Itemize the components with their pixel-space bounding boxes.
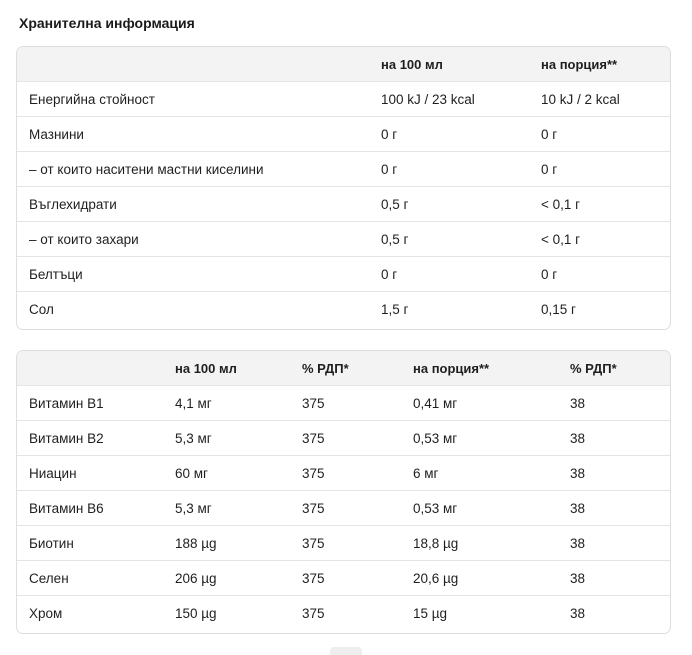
table-row bbox=[17, 221, 670, 256]
table-row bbox=[17, 256, 670, 291]
row-label: Въглехидрати bbox=[29, 196, 117, 212]
table-row bbox=[17, 151, 670, 186]
table-cell: 10 kJ / 2 kcal bbox=[541, 91, 620, 107]
column-header: % РДП* bbox=[570, 360, 617, 376]
table-cell: 375 bbox=[302, 500, 325, 516]
vitamins-table bbox=[16, 350, 671, 634]
table-cell: 0,15 г bbox=[541, 301, 576, 317]
table-row bbox=[17, 455, 670, 490]
table-row bbox=[17, 490, 670, 525]
row-label: – от които захари bbox=[29, 231, 139, 247]
column-header: на порция** bbox=[541, 56, 618, 72]
row-label: – от които наситени мастни киселини bbox=[29, 161, 264, 177]
table-cell: 38 bbox=[570, 465, 586, 481]
column-header: на порция** bbox=[413, 360, 490, 376]
table-cell: 0,41 мг bbox=[413, 395, 458, 411]
table-cell: 18,8 µg bbox=[413, 535, 459, 551]
table-cell: 1,5 г bbox=[381, 301, 409, 317]
section-title: Хранителна информация bbox=[19, 15, 195, 31]
table-cell: 0 г bbox=[381, 126, 398, 142]
table-cell: 375 bbox=[302, 570, 325, 586]
table-row bbox=[17, 560, 670, 595]
row-label: Витамин B1 bbox=[29, 395, 104, 411]
table-cell: 38 bbox=[570, 430, 586, 446]
table-cell: 150 µg bbox=[175, 605, 217, 621]
table-cell: 188 µg bbox=[175, 535, 217, 551]
table-cell: 375 bbox=[302, 395, 325, 411]
table-cell: 60 мг bbox=[175, 465, 208, 481]
table-row bbox=[17, 116, 670, 151]
table-cell: 375 bbox=[302, 430, 325, 446]
table-row bbox=[17, 81, 670, 116]
nutrition-header-row bbox=[17, 47, 670, 81]
table-cell: 375 bbox=[302, 465, 325, 481]
table-cell: 0 г bbox=[541, 266, 558, 282]
row-label: Витамин B2 bbox=[29, 430, 104, 446]
table-row bbox=[17, 420, 670, 455]
row-label: Ниацин bbox=[29, 465, 77, 481]
table-cell: 15 µg bbox=[413, 605, 448, 621]
table-cell: 0 г bbox=[381, 161, 398, 177]
vitamins-header-row bbox=[17, 351, 670, 385]
table-cell: 375 bbox=[302, 535, 325, 551]
table-cell: 206 µg bbox=[175, 570, 217, 586]
table-cell: 0,53 мг bbox=[413, 500, 458, 516]
table-row bbox=[17, 385, 670, 420]
row-label: Енергийна стойност bbox=[29, 91, 155, 107]
table-cell: 0,5 г bbox=[381, 196, 409, 212]
table-row bbox=[17, 525, 670, 560]
row-label: Витамин B6 bbox=[29, 500, 104, 516]
table-cell: < 0,1 г bbox=[541, 231, 581, 247]
table-cell: 0 г bbox=[541, 161, 558, 177]
row-label: Мазнини bbox=[29, 126, 84, 142]
table-cell: 5,3 мг bbox=[175, 500, 212, 516]
table-cell: 38 bbox=[570, 605, 586, 621]
table-cell: 0 г bbox=[541, 126, 558, 142]
row-label: Хром bbox=[29, 605, 63, 621]
row-label: Белтъци bbox=[29, 266, 83, 282]
scroll-handle[interactable] bbox=[330, 647, 362, 655]
column-header: на 100 мл bbox=[175, 360, 237, 376]
table-cell: 38 bbox=[570, 535, 586, 551]
table-cell: 100 kJ / 23 kcal bbox=[381, 91, 475, 107]
table-cell: 5,3 мг bbox=[175, 430, 212, 446]
table-cell: 4,1 мг bbox=[175, 395, 212, 411]
table-cell: 38 bbox=[570, 570, 586, 586]
table-cell: 375 bbox=[302, 605, 325, 621]
table-cell: 0,5 г bbox=[381, 231, 409, 247]
table-cell: 38 bbox=[570, 500, 586, 516]
table-row bbox=[17, 595, 670, 630]
table-cell: 6 мг bbox=[413, 465, 439, 481]
row-label: Биотин bbox=[29, 535, 74, 551]
table-row bbox=[17, 186, 670, 221]
table-cell: 38 bbox=[570, 395, 586, 411]
table-cell: 0,53 мг bbox=[413, 430, 458, 446]
column-header: на 100 мл bbox=[381, 56, 443, 72]
row-label: Сол bbox=[29, 301, 54, 317]
table-cell: 20,6 µg bbox=[413, 570, 459, 586]
row-label: Селен bbox=[29, 570, 69, 586]
nutrition-table bbox=[16, 46, 671, 330]
column-header: % РДП* bbox=[302, 360, 349, 376]
table-cell: < 0,1 г bbox=[541, 196, 581, 212]
table-cell: 0 г bbox=[381, 266, 398, 282]
table-row bbox=[17, 291, 670, 326]
